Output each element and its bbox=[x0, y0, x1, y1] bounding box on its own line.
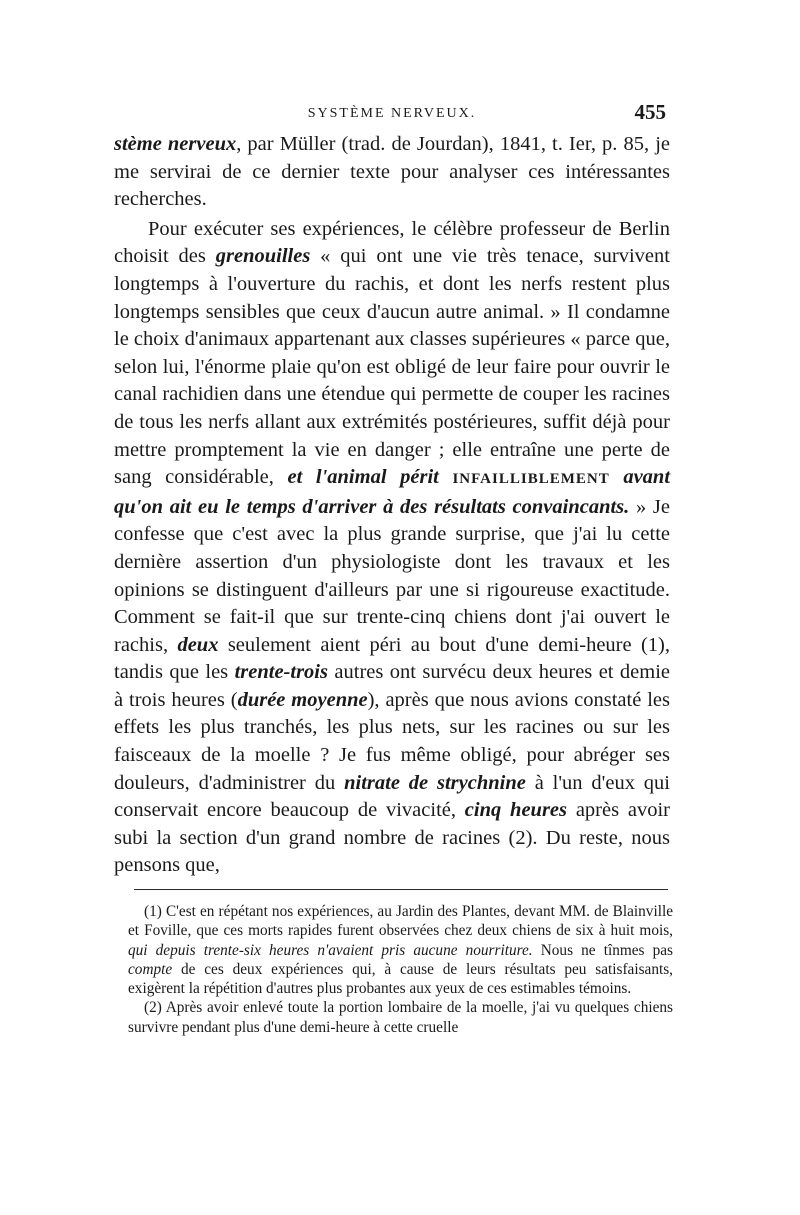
footnote-2 bbox=[128, 998, 673, 1037]
footnote-1 bbox=[128, 902, 673, 998]
footnotes bbox=[128, 902, 673, 1037]
small-caps-word: INFAILLIBLEMENT bbox=[452, 471, 610, 488]
main-text bbox=[114, 131, 670, 880]
text-run: ), après que nous avions constaté les effets les plus tranchés, les plus nets, sur les racines ou sur les faisceaux de la moelle ? Je fus même obligé, pour abréger ses douleurs, d'administrer du bbox=[114, 688, 670, 794]
text-run: après avoir subi la section d'un grand nombre de racines (2). Du reste, nous pensons que, bbox=[114, 799, 670, 877]
italic-phrase: qui depuis trente-six heures n'avaient pris aucune nourriture. bbox=[128, 941, 533, 959]
text-run: autres ont survécu deux heures et demie à trois heures ( bbox=[114, 661, 670, 711]
text-run: Nous ne tînmes pas bbox=[532, 941, 673, 959]
page-number: 455 bbox=[634, 100, 666, 124]
italic-phrase: nitrate de strychnine bbox=[344, 771, 526, 794]
paragraph bbox=[114, 216, 670, 880]
italic-phrase: durée moyenne bbox=[237, 688, 368, 711]
text-run: » Je confesse que c'est avec la plus grande surprise, que j'ai lu cette dernière assertion d'un physiologiste dont les travaux et les opinions se distinguent d'ailleurs par une si rigoureuse exactitude. Comment se fait-il que sur trente-cinq chiens dont j'ai ouvert le rachis, bbox=[114, 495, 671, 656]
text-run: à l'un d'eux qui conservait encore beaucoup de vivacité, bbox=[114, 771, 671, 822]
text-run: seulement aient péri au bout d'une demi-heure (1), tandis que les bbox=[114, 633, 670, 684]
text-run: (1) C'est en répétant nos expériences, au Jardin des Plantes, devant MM. de Blainville et Foville, que ces morts rapides furent observées chez deux chiens de six à huit mois, bbox=[128, 903, 673, 940]
text-run: Pour exécuter ses expériences, le célèbre professeur de Berlin choisit des bbox=[114, 217, 670, 268]
italic-phrase: stème nerveux bbox=[114, 133, 237, 155]
italic-phrase: compte bbox=[128, 960, 173, 978]
italic-phrase: grenouilles bbox=[215, 245, 311, 268]
italic-phrase: avant qu'on ait eu le temps d'arriver à des résultats convaincants. bbox=[114, 466, 671, 518]
italic-phrase: trente-trois bbox=[234, 661, 328, 684]
running-title: SYSTÈME NERVEUX. bbox=[307, 106, 477, 121]
text-run: « qui ont une vie très tenace, survivent longtemps à l'ouverture du rachis, et dont les nerfs restent plus longtemps sensibles que ceux d'aucun autre animal. » Il condamne le choix d'animaux appartenant aux classes supérieures « parce que, selon lui, l'énorme plaie qu'on est obligé de leur faire pour ouvrir le canal rachidien dans une étendue qui permette de couper les racines de tous les nerfs allant aux extrémités postérieures, suffit déjà pour mettre promptement la vie en danger ; elle entraîne une perte de sang considérable, bbox=[114, 245, 670, 489]
italic-phrase: cinq heures bbox=[464, 799, 568, 822]
running-head bbox=[118, 100, 666, 130]
italic-phrase: deux bbox=[177, 633, 219, 656]
text-run: , par Müller (trad. de Jourdan), 1841, t. Ier, p. 85, je me servirai de ce dernier texte pour analyser ces intéressantes recherches. bbox=[114, 133, 670, 211]
text-run: de ces deux expériences qui, à cause de leurs résultats peu satisfaisants, exigèrent la répétition d'autres plus probantes aux yeux de ces estimables témoins. bbox=[128, 960, 673, 998]
text-run: (2) Après avoir enlevé toute la portion lombaire de la moelle, j'ai vu quelques chiens survivre pendant plus d'une demi-heure à cette cruelle bbox=[128, 999, 673, 1036]
italic-phrase: et l'animal périt bbox=[287, 466, 439, 489]
paragraph-continued bbox=[114, 131, 670, 214]
footnote-rule bbox=[134, 889, 668, 890]
